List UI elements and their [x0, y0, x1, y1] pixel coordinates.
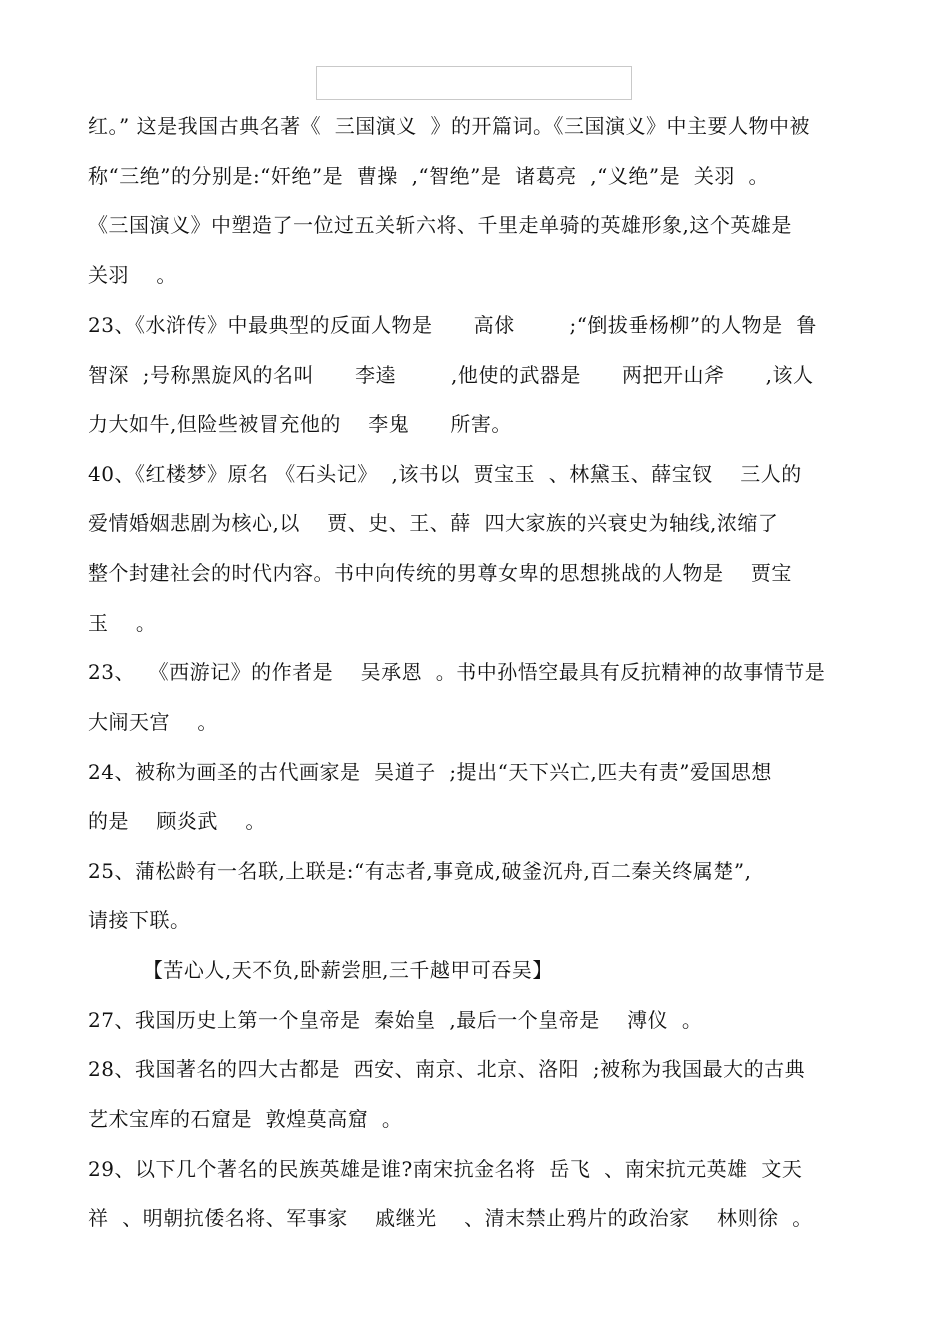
header-box [316, 66, 632, 100]
text-line: 艺术宝库的石窟是 敦煌莫高窟 。 [88, 1107, 403, 1131]
text-line: 25、蒲松龄有一名联,上联是:“有志者,事竟成,破釜沉舟,百二秦关终属楚”, [88, 859, 752, 883]
text-line: 28、我国著名的四大古都是 西安、南京、北京、洛阳 ;被称为我国最大的古典 [88, 1057, 806, 1081]
text-line: 整个封建社会的时代内容。书中向传统的男尊女卑的思想挑战的人物是 贾宝 [88, 561, 792, 585]
text-line: 玉 。 [88, 611, 157, 635]
text-line: 祥 、明朝抗倭名将、军事家 戚继光 、清末禁止鸦片的政治家 林则徐 。 [88, 1206, 813, 1230]
text-line: 40、《红楼梦》原名 《石头记》 ,该书以 贾宝玉 、林黛玉、薛宝钗 三人的 [88, 462, 802, 486]
text-line: 智深 ;号称黑旋风的名叫 李逵 ,他使的武器是 两把开山斧 ,该人 [88, 363, 814, 387]
text-line: 红。” 这是我国古典名著《 三国演义 》的开篇词。《三国演义》中主要人物中被 [88, 114, 811, 138]
text-line: 爱情婚姻悲剧为核心,以 贾、史、王、薛 四大家族的兴衰史为轴线,浓缩了 [88, 511, 779, 535]
text-line: 29、以下几个著名的民族英雄是谁?南宋抗金名将 岳飞 、南宋抗元英雄 文天 [88, 1157, 803, 1181]
text-line: 27、我国历史上第一个皇帝是 秦始皇 ,最后一个皇帝是 溥仪 。 [88, 1008, 703, 1032]
text-line: 23、《水浒传》中最典型的反面人物是 高俅 ;“倒拔垂杨柳”的人物是 鲁 [88, 313, 817, 337]
text-line: 大闹天宫 。 [88, 710, 218, 734]
text-line: 《三国演义》中塑造了一位过五关斩六将、千里走单骑的英雄形象,这个英雄是 [88, 213, 792, 237]
text-line: 23、 《西游记》的作者是 吴承恩 。书中孙悟空最具有反抗精神的故事情节是 [88, 660, 826, 684]
text-line: 关羽 。 [88, 263, 177, 287]
text-line: 请接下联。 [88, 908, 191, 932]
text-line: 称“三绝”的分别是:“奸绝”是 曹操 ,“智绝”是 诸葛亮 ,“义绝”是 关羽 。 [88, 164, 770, 188]
text-line: 24、被称为画圣的古代画家是 吴道子 ;提出“天下兴亡,匹夫有责”爱国思想 [88, 760, 772, 784]
text-line: 的是 顾炎武 。 [88, 809, 266, 833]
text-line: 力大如牛,但险些被冒充他的 李鬼 所害。 [88, 412, 512, 436]
text-line: 【苦心人,天不负,卧薪尝胆,三千越甲可吞吴】 [88, 958, 553, 982]
